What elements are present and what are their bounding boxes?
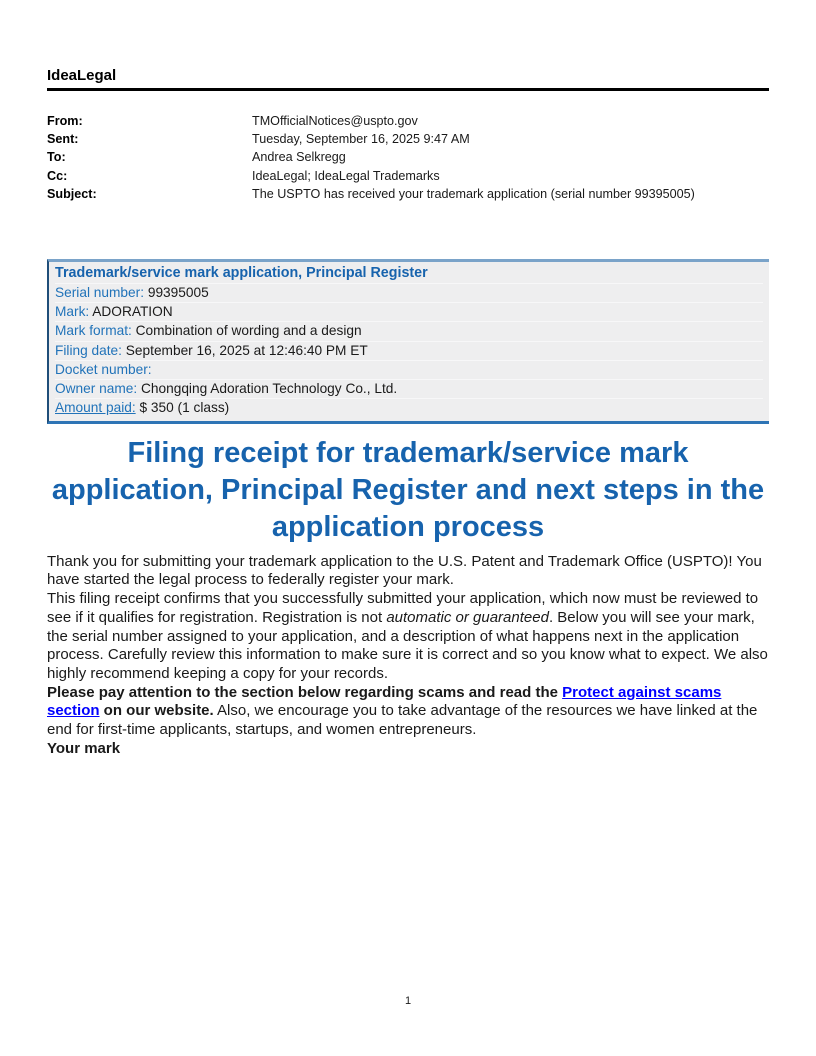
email-header-label: Subject:	[47, 186, 97, 201]
email-header-sent	[47, 130, 769, 148]
summary-row-label: Mark format:	[55, 323, 132, 339]
paragraph-filing-receipt	[47, 590, 769, 684]
brand-header: IdeaLegal	[47, 67, 117, 84]
paragraph-run: This filing receipt confirms that you successfully submitted your application, which now must be reviewed to see if it qualifies for registration. Registration is not	[47, 590, 759, 626]
paragraph-run: Also, we encourage you to take advantage of the resources we have linked at the end for first-time applicants, startups, and women entrepreneurs.	[47, 702, 758, 739]
your-mark-heading: Your mark	[47, 739, 121, 757]
header-rule	[47, 88, 769, 91]
paragraph-scams	[47, 684, 769, 740]
summary-row-label: Mark:	[55, 303, 90, 319]
summary-row-mark-format	[55, 321, 763, 340]
summary-row-label: Serial number:	[55, 284, 145, 300]
amount-paid-value: $ 350 (1 class)	[139, 400, 230, 416]
email-subject-value: The USPTO has received your trademark application (serial number 99395005)	[252, 186, 695, 201]
mark-format-value: Combination of wording and a design	[135, 323, 362, 339]
email-header-label: From:	[47, 114, 83, 128]
summary-row-owner-name	[55, 379, 763, 398]
summary-row-mark	[55, 302, 763, 321]
email-header-subject	[47, 185, 769, 203]
serial-number-value: 99395005	[147, 284, 209, 300]
summary-row-amount-paid	[55, 398, 763, 417]
protect-against-scams-link[interactable]: Protect against scams section	[47, 683, 722, 720]
paragraph-run: . Below you will see your mark, the serial number assigned to your application, and a description of what happens next in the application process. Carefully review this information to make sure it is correct and so you know what to expect. We also highly recommend keeping a copy for your records.	[47, 608, 768, 682]
bold-run: Please pay attention to the section below regarding scams and read the	[47, 683, 563, 701]
email-header-label: To:	[47, 150, 66, 165]
summary-row-label: Owner name:	[55, 381, 138, 397]
body-text	[47, 553, 769, 759]
trademark-summary-box	[47, 259, 769, 424]
email-header-label: Sent:	[47, 132, 79, 147]
page-number: 1	[404, 995, 412, 1007]
email-to-value: Andrea Selkregg	[252, 150, 346, 165]
summary-row-label: Amount paid:	[55, 400, 136, 416]
summary-row-serial-number	[55, 283, 763, 302]
bold-run: on our website.	[99, 702, 214, 720]
email-from-value: TMOfficialNotices@uspto.gov	[252, 114, 418, 128]
email-header-from	[47, 112, 769, 130]
email-header-to	[47, 148, 769, 166]
mark-value: ADORATION	[92, 303, 173, 319]
italic-run: automatic or guaranteed	[386, 608, 549, 626]
summary-row-filing-date	[55, 341, 763, 360]
email-header-cc	[47, 167, 769, 185]
email-sent-value: Tuesday, September 16, 2025 9:47 AM	[252, 132, 470, 147]
paragraph-thank-you: Thank you for submitting your trademark application to the U.S. Patent and Trademark Office (USPTO)! You have started the legal process to federally register your mark.	[47, 552, 762, 589]
summary-row-docket-number	[55, 360, 763, 379]
summary-row-label: Docket number:	[55, 361, 152, 377]
page-title: Filing receipt for trademark/service mark application, Principal Register and next steps in the application process	[51, 436, 765, 543]
email-header-block	[47, 112, 769, 203]
email-cc-value: IdeaLegal; IdeaLegal Trademarks	[252, 168, 440, 183]
filing-date-value: September 16, 2025 at 12:46:40 PM ET	[125, 342, 368, 358]
owner-name-value: Chongqing Adoration Technology Co., Ltd.	[140, 381, 398, 397]
summary-box-title: Trademark/service mark application, Principal Register	[55, 265, 428, 282]
summary-row-label: Filing date:	[55, 342, 122, 358]
email-header-label: Cc:	[47, 168, 68, 183]
